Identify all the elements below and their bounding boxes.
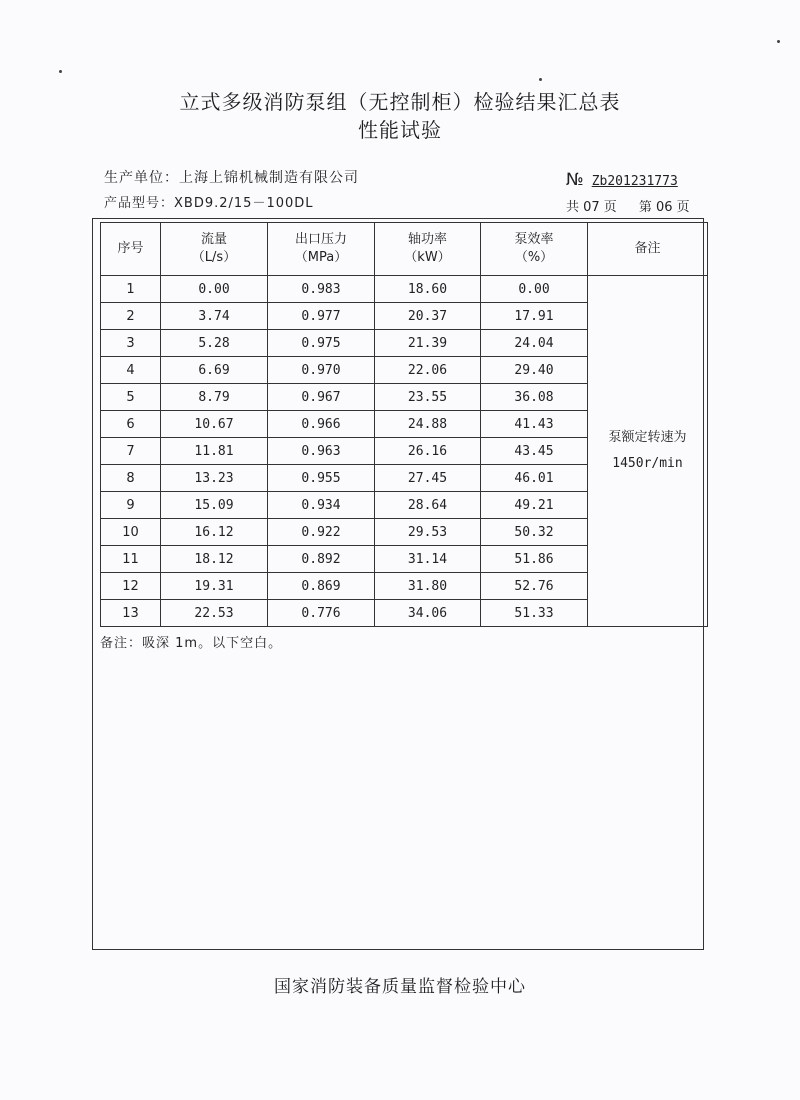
header-label: 轴功率 bbox=[407, 232, 447, 247]
cell-flow: 18.12 bbox=[161, 546, 268, 573]
cell-index: 1 bbox=[101, 276, 161, 303]
cell-efficiency: 43.45 bbox=[481, 438, 588, 465]
report-number bbox=[566, 170, 678, 190]
header-unit: （MPa） bbox=[294, 250, 348, 265]
total-pages: 共 07 页 bbox=[566, 200, 617, 215]
cell-pressure: 0.967 bbox=[268, 384, 375, 411]
cell-flow: 3.74 bbox=[161, 303, 268, 330]
cell-efficiency: 29.40 bbox=[481, 357, 588, 384]
cell-shaft-power: 21.39 bbox=[375, 330, 481, 357]
header-efficiency bbox=[481, 223, 588, 276]
cell-shaft-power: 22.06 bbox=[375, 357, 481, 384]
cell-index: 6 bbox=[101, 411, 161, 438]
cell-pressure: 0.869 bbox=[268, 573, 375, 600]
table-row bbox=[101, 276, 708, 303]
table-header-row bbox=[101, 223, 708, 276]
cell-shaft-power: 24.88 bbox=[375, 411, 481, 438]
header-shaft-power bbox=[375, 223, 481, 276]
cell-pressure: 0.970 bbox=[268, 357, 375, 384]
cell-index: 3 bbox=[101, 330, 161, 357]
remark-speed-label: 泵额定转速为 bbox=[608, 430, 687, 445]
cell-flow: 8.79 bbox=[161, 384, 268, 411]
document-title: 立式多级消防泵组（无控制柜）检验结果汇总表 bbox=[179, 90, 621, 114]
header-label: 出口压力 bbox=[294, 232, 347, 247]
cell-efficiency: 51.33 bbox=[481, 600, 588, 627]
cell-flow: 15.09 bbox=[161, 492, 268, 519]
cell-index: 11 bbox=[101, 546, 161, 573]
cell-flow: 19.31 bbox=[161, 573, 268, 600]
current-page: 第 06 页 bbox=[638, 200, 690, 215]
cell-index: 4 bbox=[101, 357, 161, 384]
cell-index: 9 bbox=[101, 492, 161, 519]
cell-index: 2 bbox=[101, 303, 161, 330]
cell-efficiency: 41.43 bbox=[481, 411, 588, 438]
cell-flow: 11.81 bbox=[161, 438, 268, 465]
cell-shaft-power: 20.37 bbox=[375, 303, 481, 330]
document-subtitle: 性能试验 bbox=[358, 118, 442, 142]
producer-value: 上海上锦机械制造有限公司 bbox=[179, 170, 359, 186]
cell-efficiency: 36.08 bbox=[481, 384, 588, 411]
cell-flow: 5.28 bbox=[161, 330, 268, 357]
cell-efficiency: 52.76 bbox=[481, 573, 588, 600]
cell-index: 8 bbox=[101, 465, 161, 492]
cell-shaft-power: 27.45 bbox=[375, 465, 481, 492]
cell-efficiency: 24.04 bbox=[481, 330, 588, 357]
header-unit: （%） bbox=[514, 250, 554, 265]
model-value: XBD9.2/15－100DL bbox=[174, 196, 314, 211]
header-unit: （L/s） bbox=[191, 250, 237, 265]
cell-flow: 13.23 bbox=[161, 465, 268, 492]
cell-shaft-power: 28.64 bbox=[375, 492, 481, 519]
report-number-value: Zb201231773 bbox=[591, 174, 678, 189]
cell-pressure: 0.966 bbox=[268, 411, 375, 438]
cell-index: 10 bbox=[101, 519, 161, 546]
producer-line bbox=[104, 167, 359, 187]
remark-cell bbox=[588, 276, 708, 627]
cell-shaft-power: 34.06 bbox=[375, 600, 481, 627]
cell-shaft-power: 31.14 bbox=[375, 546, 481, 573]
cell-pressure: 0.922 bbox=[268, 519, 375, 546]
cell-flow: 10.67 bbox=[161, 411, 268, 438]
cell-index: 13 bbox=[101, 600, 161, 627]
paper-speck bbox=[59, 70, 62, 73]
header-unit: （kW） bbox=[404, 250, 451, 265]
header-label: 备注 bbox=[634, 241, 661, 256]
cell-pressure: 0.975 bbox=[268, 330, 375, 357]
cell-pressure: 0.963 bbox=[268, 438, 375, 465]
cell-shaft-power: 18.60 bbox=[375, 276, 481, 303]
cell-pressure: 0.977 bbox=[268, 303, 375, 330]
cell-pressure: 0.892 bbox=[268, 546, 375, 573]
cell-flow: 6.69 bbox=[161, 357, 268, 384]
header-remarks bbox=[588, 223, 708, 276]
header-label: 泵效率 bbox=[514, 232, 554, 247]
header-label: 流量 bbox=[200, 232, 227, 247]
cell-flow: 22.53 bbox=[161, 600, 268, 627]
cell-shaft-power: 23.55 bbox=[375, 384, 481, 411]
cell-index: 7 bbox=[101, 438, 161, 465]
cell-efficiency: 51.86 bbox=[481, 546, 588, 573]
cell-index: 12 bbox=[101, 573, 161, 600]
model-label: 产品型号： bbox=[104, 196, 175, 211]
page-info bbox=[566, 196, 712, 215]
cell-flow: 0.00 bbox=[161, 276, 268, 303]
header-index bbox=[101, 223, 161, 276]
paper-speck bbox=[539, 78, 542, 81]
cell-shaft-power: 26.16 bbox=[375, 438, 481, 465]
cell-pressure: 0.934 bbox=[268, 492, 375, 519]
header-pressure bbox=[268, 223, 375, 276]
producer-label: 生产单位： bbox=[104, 170, 179, 186]
cell-pressure: 0.776 bbox=[268, 600, 375, 627]
model-line bbox=[104, 192, 314, 211]
cell-flow: 16.12 bbox=[161, 519, 268, 546]
cell-efficiency: 17.91 bbox=[481, 303, 588, 330]
cell-efficiency: 46.01 bbox=[481, 465, 588, 492]
paper-speck bbox=[777, 40, 780, 43]
header-label: 序号 bbox=[117, 241, 144, 256]
number-symbol: № bbox=[566, 170, 584, 190]
cell-efficiency: 0.00 bbox=[481, 276, 588, 303]
remark-speed-value: 1450r/min bbox=[612, 456, 683, 471]
cell-efficiency: 50.32 bbox=[481, 519, 588, 546]
cell-shaft-power: 29.53 bbox=[375, 519, 481, 546]
notes-text: 备注：吸深 1m。以下空白。 bbox=[100, 636, 283, 651]
header-flow bbox=[161, 223, 268, 276]
cell-pressure: 0.955 bbox=[268, 465, 375, 492]
performance-table bbox=[100, 222, 708, 627]
issuer-footer: 国家消防装备质量监督检验中心 bbox=[274, 977, 526, 997]
cell-efficiency: 49.21 bbox=[481, 492, 588, 519]
cell-index: 5 bbox=[101, 384, 161, 411]
cell-shaft-power: 31.80 bbox=[375, 573, 481, 600]
cell-pressure: 0.983 bbox=[268, 276, 375, 303]
